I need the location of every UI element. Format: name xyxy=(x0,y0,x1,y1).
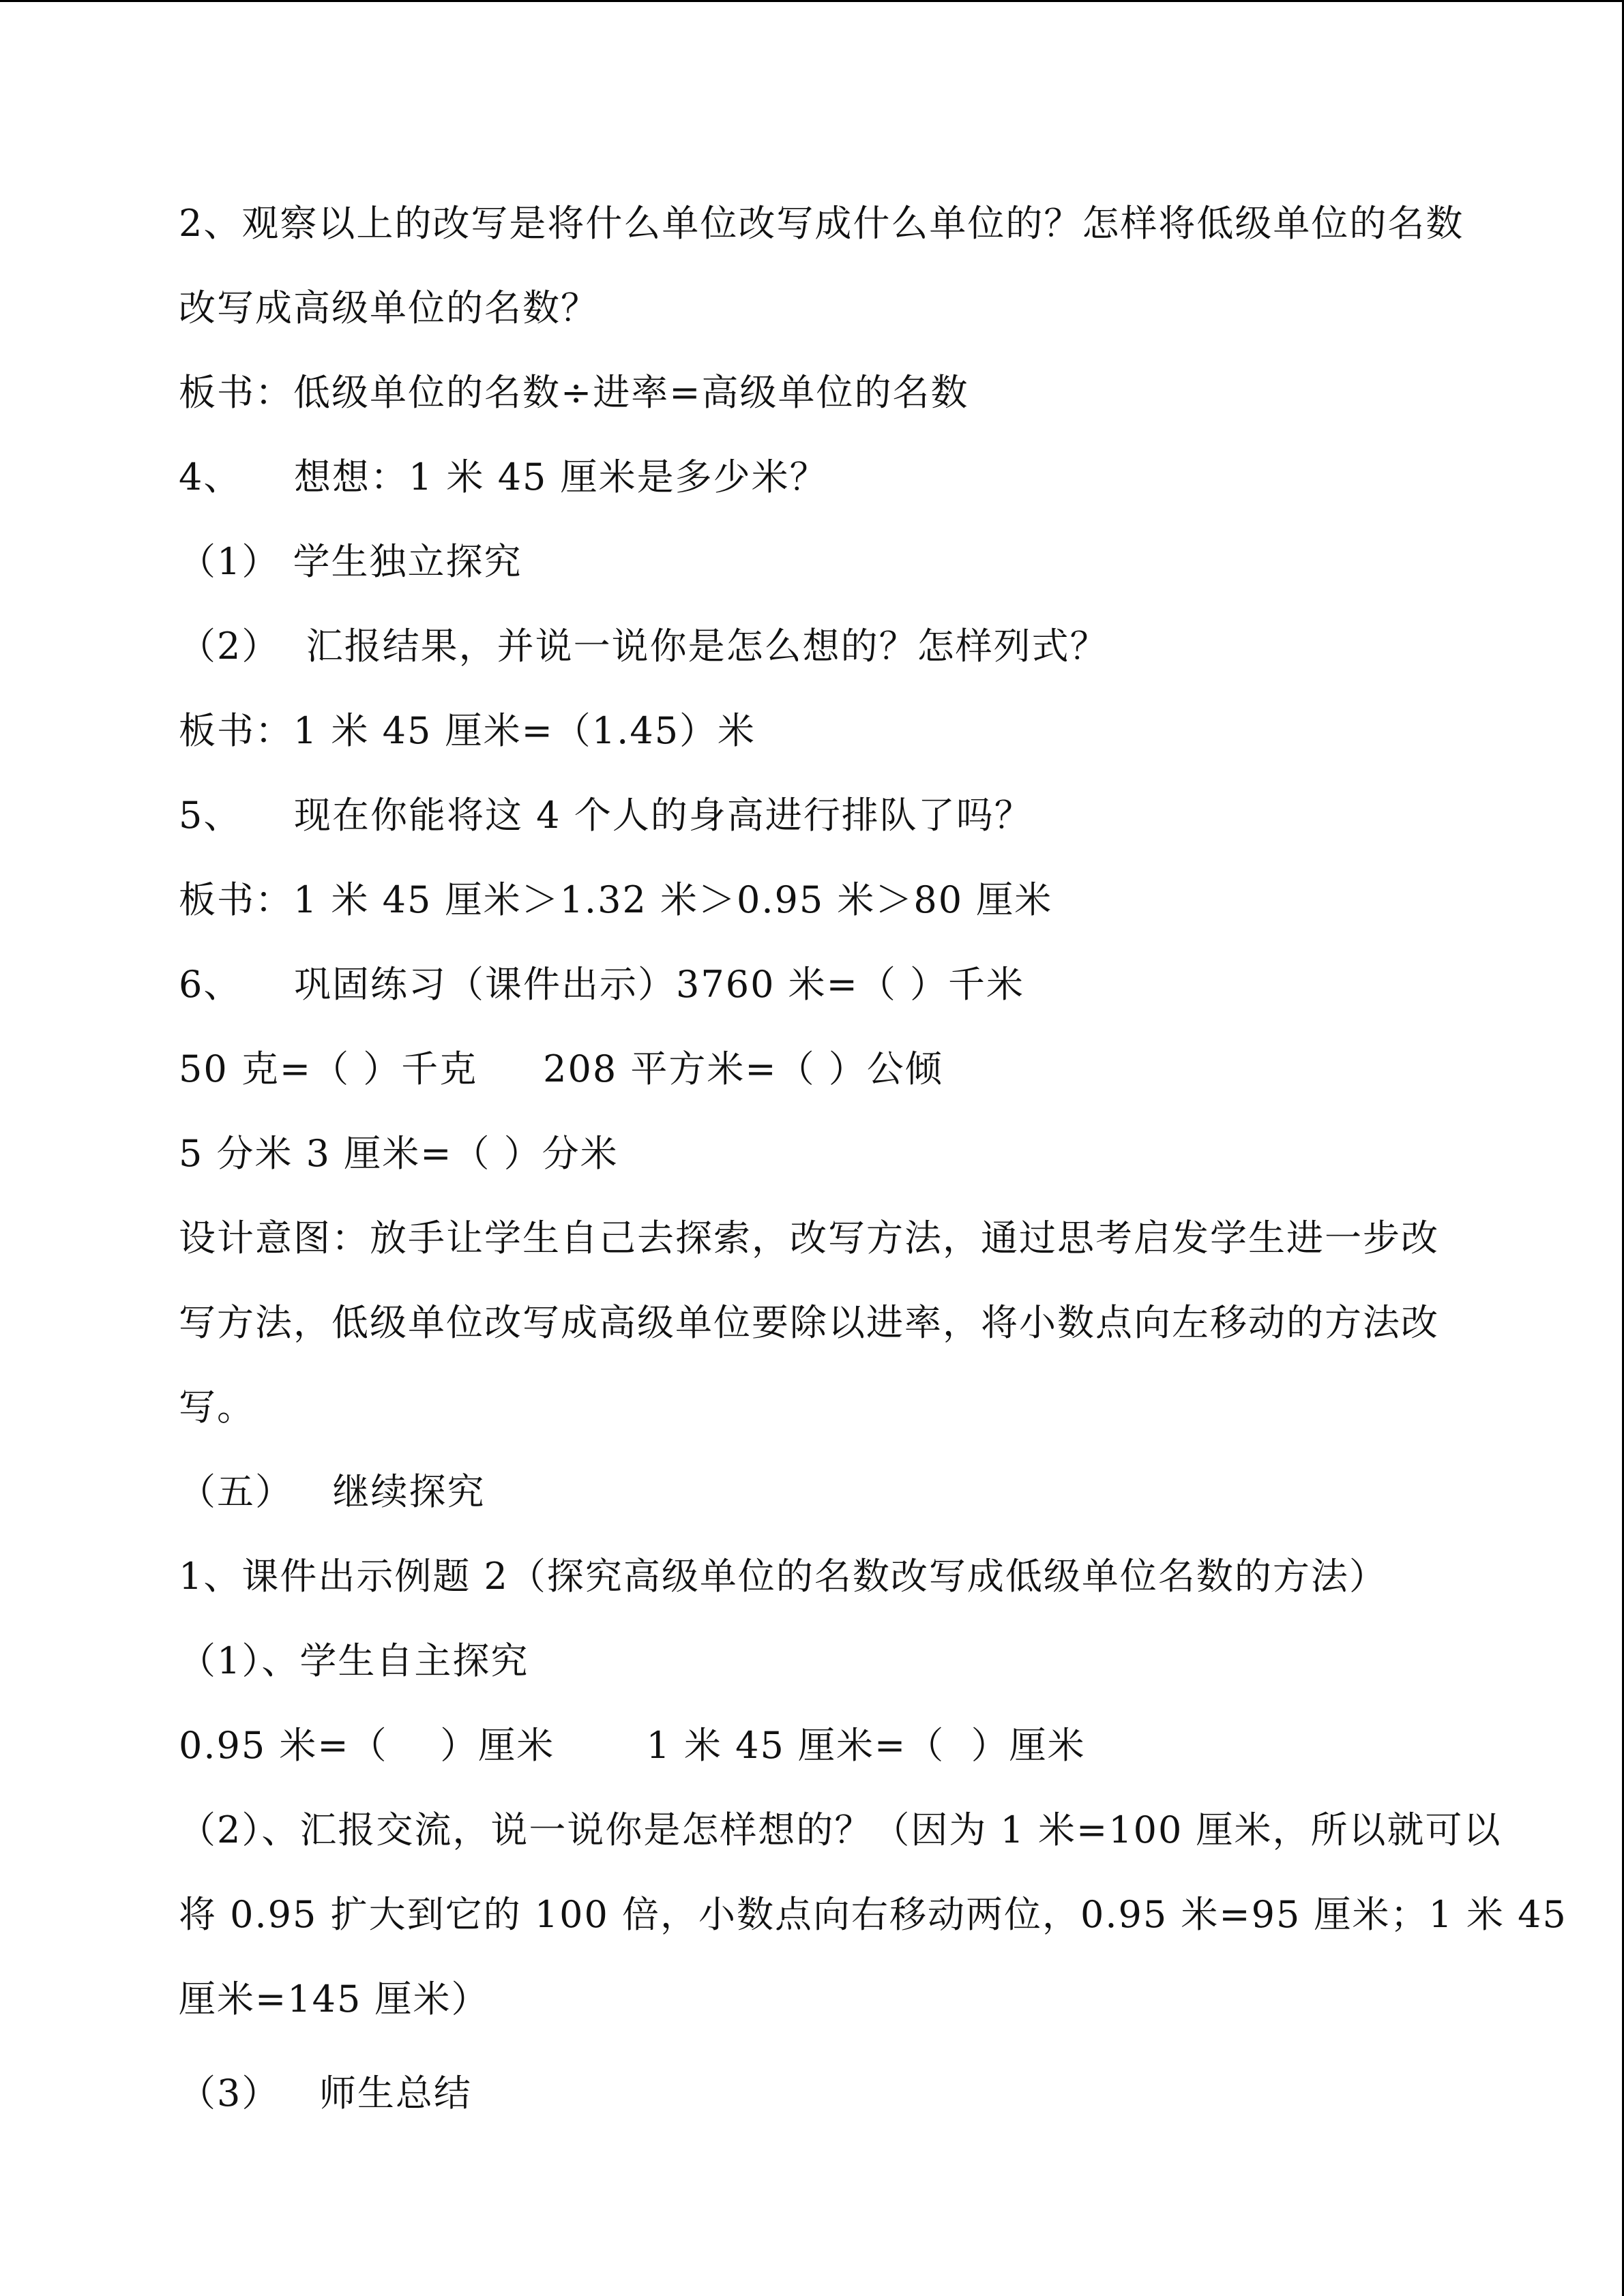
text-line: （1） 学生独立探究 xyxy=(179,540,522,583)
text-line: 设计意图：放手让学生自己去探索，改写方法，通过思考启发学生进一步改 xyxy=(179,1217,1439,1259)
text-line: （2）、汇报交流，说一说你是怎样想的？（因为 1 米=100 厘米，所以就可以 xyxy=(179,1808,1502,1851)
text-line: 写。 xyxy=(179,1386,255,1429)
text-line: 50 克=（ ）千克 208 平方米=（ ）公倾 xyxy=(179,1047,943,1090)
text-line: 0.95 米=（ ）厘米 1 米 45 厘米=（ ）厘米 xyxy=(179,1724,1086,1767)
text-line: 写方法，低级单位改写成高级单位要除以进率，将小数点向左移动的方法改 xyxy=(179,1301,1439,1344)
text-line: 板书：1 米 45 厘米＞1.32 米＞0.95 米＞80 厘米 xyxy=(179,878,1053,921)
text-line: 6、 巩固练习（课件出示）3760 米=（ ）千米 xyxy=(179,963,1025,1006)
text-line: 5、 现在你能将这 4 个人的身高进行排队了吗？ xyxy=(179,794,1033,837)
text-line: （五） 继续探究 xyxy=(179,1470,486,1513)
text-line: 1、课件出示例题 2（探究高级单位的名数改写成低级单位名数的方法） xyxy=(179,1555,1387,1598)
text-line: 改写成高级单位的名数？ xyxy=(179,286,599,329)
text-line: 4、 想想：1 米 45 厘米是多少米？ xyxy=(179,456,828,498)
text-line: （3） 师生总结 xyxy=(179,2072,472,2115)
text-line: 将 0.95 扩大到它的 100 倍，小数点向右移动两位，0.95 米=95 厘米；1 米 45 xyxy=(179,1893,1567,1936)
text-line: 板书：1 米 45 厘米=（1.45）米 xyxy=(179,709,756,752)
text-line: （2） 汇报结果，并说一说你是怎么想的？怎样列式？ xyxy=(179,625,1108,668)
text-line: 2、观察以上的改写是将什么单位改写成什么单位的？怎样将低级单位的名数 xyxy=(179,202,1464,245)
text-line: （1）、学生自主探究 xyxy=(179,1639,529,1682)
text-line: 板书：低级单位的名数÷进率=高级单位的名数 xyxy=(179,371,969,414)
text-line: 5 分米 3 厘米=（ ）分米 xyxy=(179,1132,619,1175)
text-line: 厘米=145 厘米） xyxy=(179,1978,490,2021)
